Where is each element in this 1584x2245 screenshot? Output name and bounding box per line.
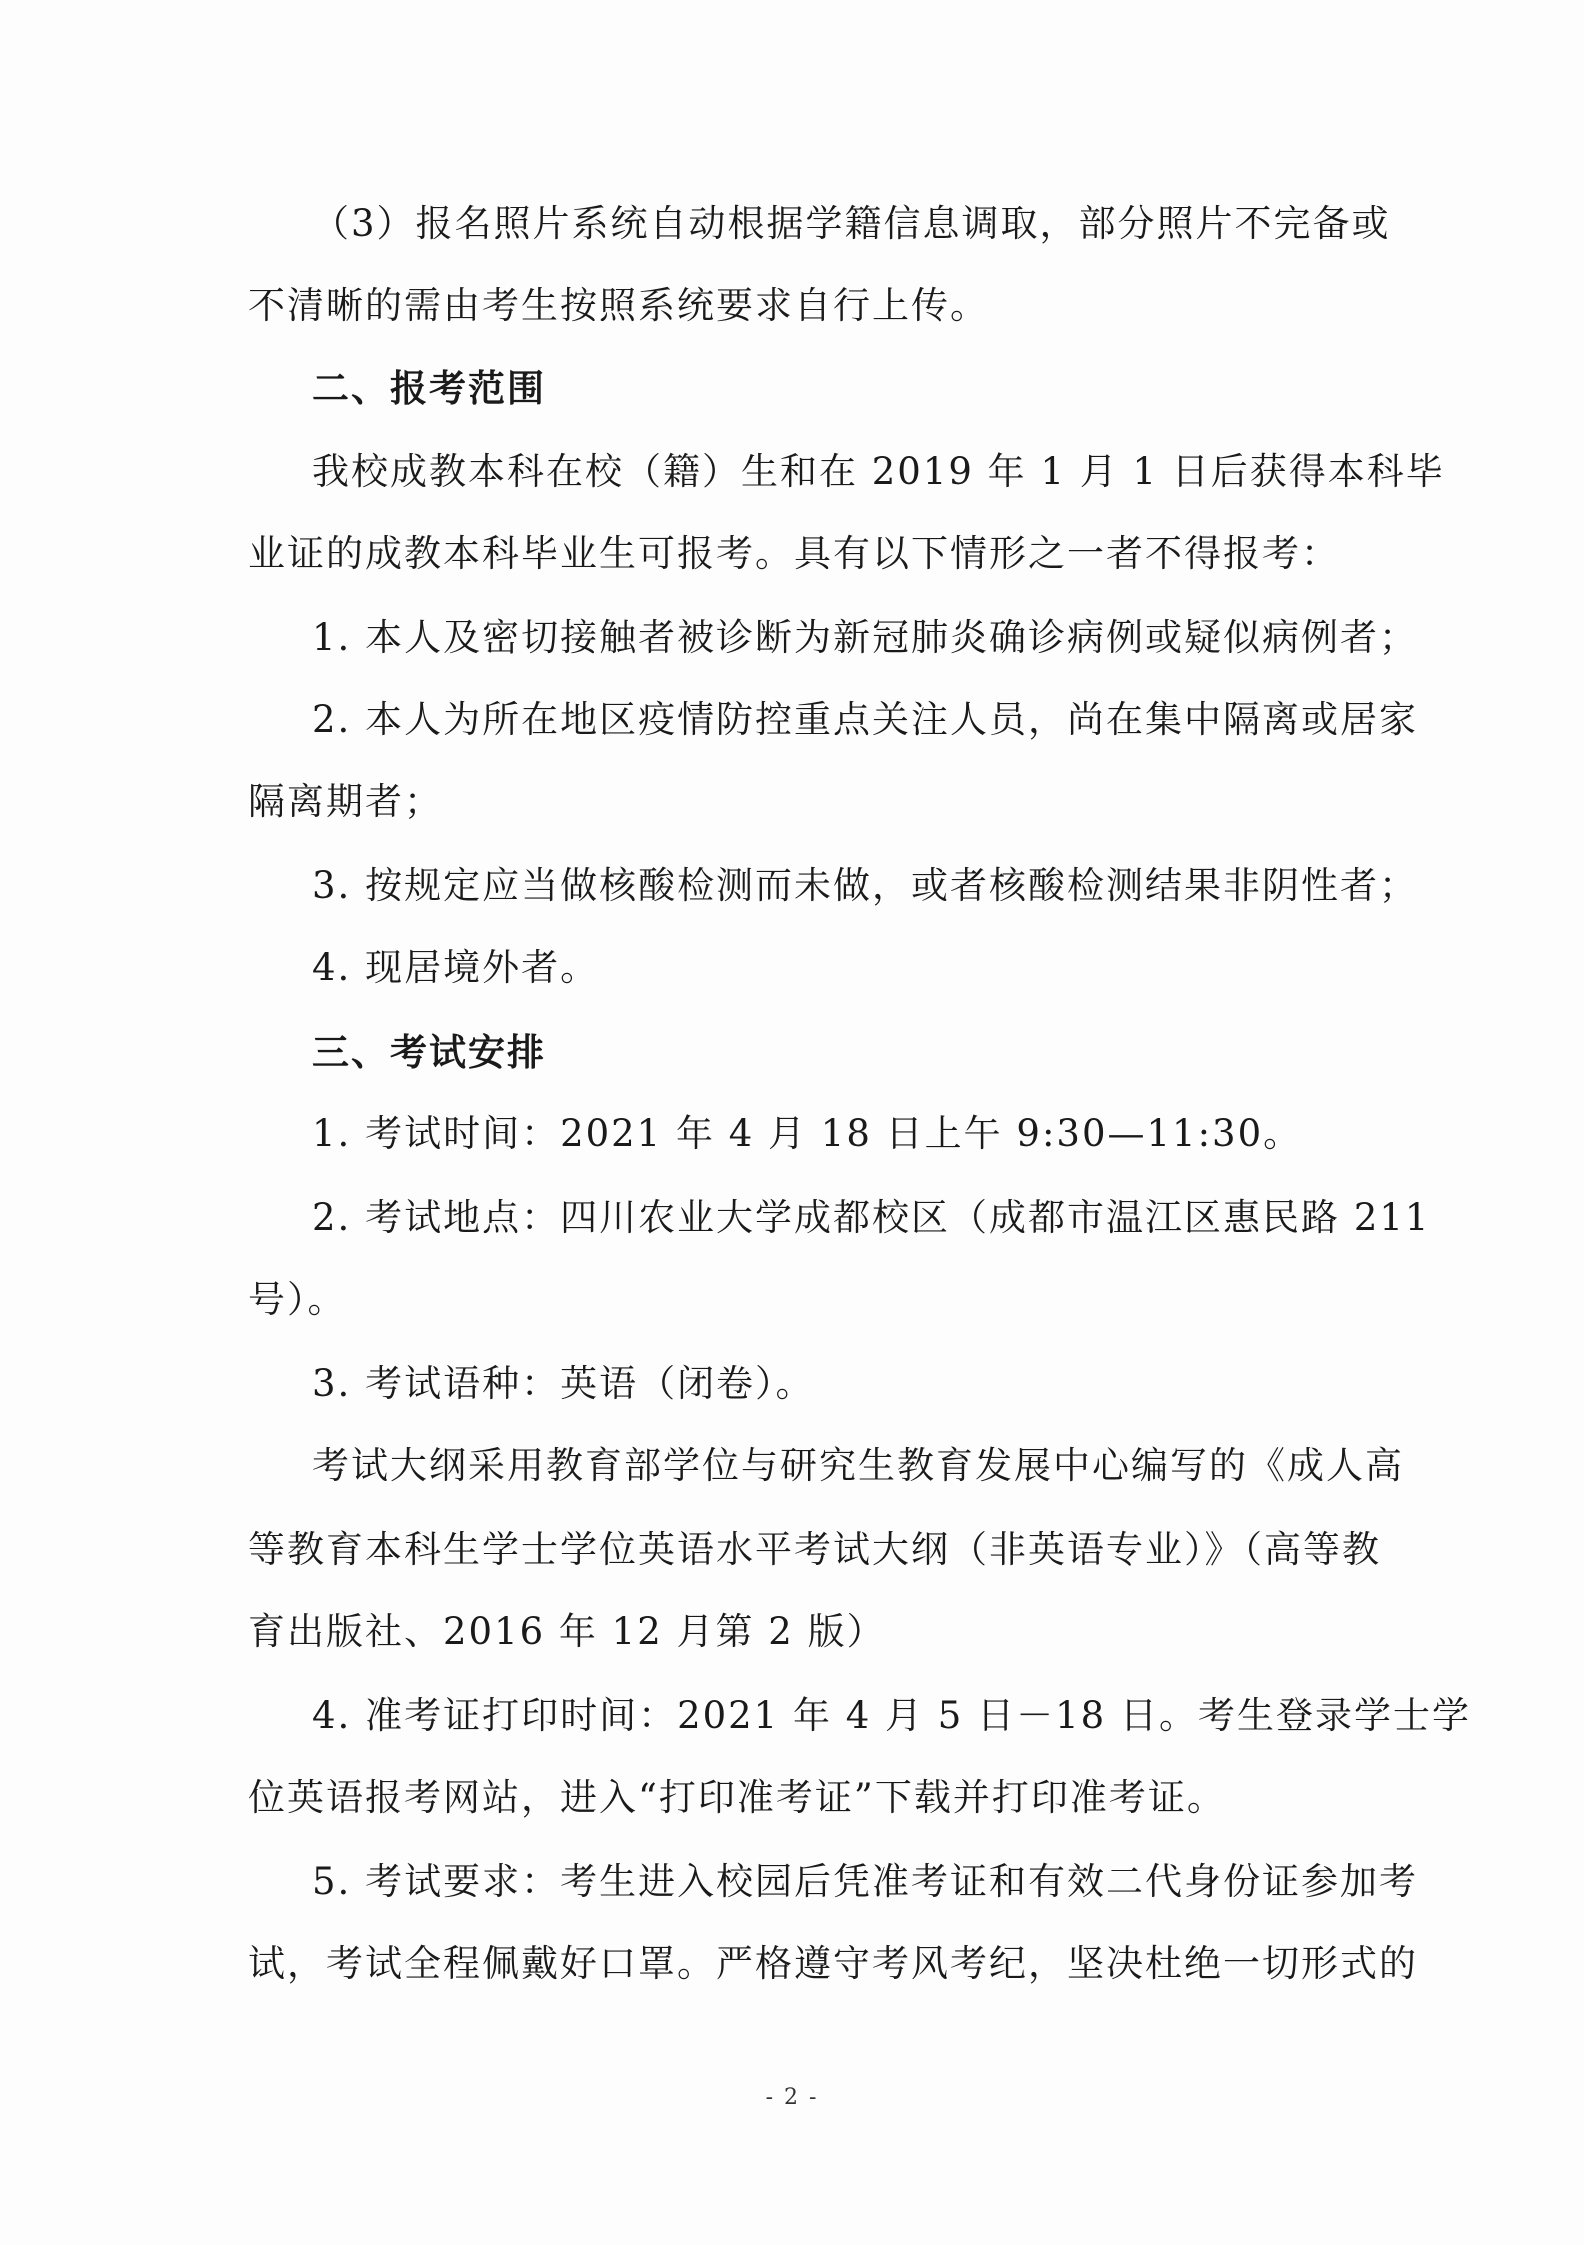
- list-item-exam-location-line-1: 2. 考试地点：四川农业大学成都校区（成都市温江区惠民路 211: [312, 1196, 1431, 1239]
- paragraph-photo-upload-line-2: 不清晰的需由考生按照系统要求自行上传。: [248, 284, 989, 327]
- paragraph-syllabus-line-1: 考试大纲采用教育部学位与研究生教育发展中心编写的《成人高: [312, 1444, 1404, 1487]
- list-item-admission-ticket-line-2: 位英语报考网站，进入“打印准考证”下载并打印准考证。: [248, 1776, 1226, 1819]
- section-heading-arrangement: 三、考试安排: [312, 1030, 546, 1074]
- list-item-admission-ticket-line-1: 4. 准考证打印时间：2021 年 4 月 5 日－18 日。考生登录学士学: [312, 1694, 1471, 1737]
- paragraph-syllabus-line-2: 等教育本科生学士学位英语水平考试大纲（非英语专业）》（高等教: [248, 1528, 1381, 1571]
- list-item-exclusion-2-line-2: 隔离期者；: [248, 780, 443, 823]
- paragraph-eligibility-line-2: 业证的成教本科毕业生可报考。具有以下情形之一者不得报考：: [248, 532, 1340, 575]
- list-item-exclusion-4: 4. 现居境外者。: [312, 946, 600, 989]
- section-heading-scope: 二、报考范围: [312, 366, 546, 410]
- list-item-exam-location-line-2: 号）。: [248, 1278, 347, 1321]
- list-item-exam-requirements-line-1: 5. 考试要求：考生进入校园后凭准考证和有效二代身份证参加考: [312, 1860, 1419, 1903]
- paragraph-syllabus-line-3: 育出版社、2016 年 12 月第 2 版）: [248, 1610, 886, 1653]
- list-item-exclusion-1: 1. 本人及密切接触者被诊断为新冠肺炎确诊病例或疑似病例者；: [312, 616, 1419, 659]
- paragraph-eligibility-line-1: 我校成教本科在校（籍）生和在 2019 年 1 月 1 日后获得本科毕: [312, 450, 1445, 493]
- page-number: - 2 -: [765, 2085, 819, 2110]
- list-item-exam-language: 3. 考试语种：英语（闭卷）。: [312, 1362, 815, 1405]
- list-item-exclusion-3: 3. 按规定应当做核酸检测而未做，或者核酸检测结果非阴性者；: [312, 864, 1419, 907]
- list-item-exam-time: 1. 考试时间：2021 年 4 月 18 日上午 9:30—11:30。: [312, 1112, 1303, 1155]
- paragraph-photo-upload-line-1: （3）报名照片系统自动根据学籍信息调取，部分照片不完备或: [312, 202, 1391, 245]
- list-item-exclusion-2-line-1: 2. 本人为所在地区疫情防控重点关注人员，尚在集中隔离或居家: [312, 698, 1419, 741]
- list-item-exam-requirements-line-2: 试，考试全程佩戴好口罩。严格遵守考风考纪，坚决杜绝一切形式的: [248, 1942, 1418, 1985]
